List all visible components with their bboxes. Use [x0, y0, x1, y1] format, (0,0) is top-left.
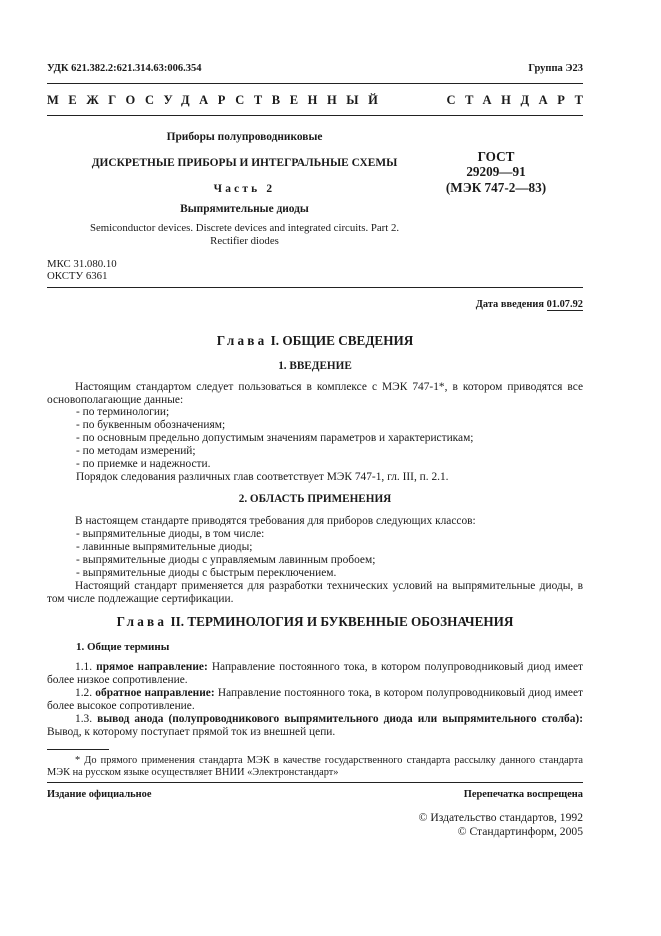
term-entry	[47, 687, 583, 714]
title-line1: Приборы полупроводниковые	[166, 131, 323, 143]
copyright-2005: © Стандартинформ, 2005	[457, 825, 583, 838]
official-edition: Издание официальное	[47, 789, 152, 800]
reprint-notice: Перепечатка воспрещена	[463, 789, 583, 800]
standard-left-word: МЕЖГОСУДАРСТВЕННЫЙ	[47, 93, 388, 107]
section2-item: - выпрямительные диоды с управляемым лавинным пробоем;	[76, 554, 376, 566]
section2-scope: Настоящий стандарт применяется для разработки технических условий на выпрямительные диоды, в том числе подлежащие сертификации.	[47, 580, 583, 606]
section2-item: - выпрямительные диоды, в том числе:	[76, 528, 265, 540]
footer-rule	[47, 782, 583, 783]
section2-item: - лавинные выпрямительные диоды;	[76, 541, 253, 553]
term-name: обратное направление:	[95, 687, 215, 699]
chapter2-word: Глава	[116, 614, 168, 629]
chapter1-word: Глава	[216, 333, 268, 348]
term-definition: Направление постоянного тока, в котором полупроводниковый диод имеет более высокое сопротивление.	[47, 687, 583, 713]
okstu-code: ОКСТУ 6361	[47, 270, 108, 282]
title-part: Часть 2	[213, 183, 276, 195]
header-rule-top	[47, 83, 583, 84]
udk-code: УДК 621.382.2:621.314.63:006.354	[47, 63, 202, 74]
gost-iec: (МЭК 747-2—83)	[445, 180, 547, 195]
term-number: 1.3.	[75, 713, 93, 725]
section1-item: - по основным предельно допустимым значениям параметров и характеристикам;	[76, 432, 474, 444]
standard-right-word: СТАНДАРТ	[446, 93, 593, 107]
title-english-line1: Semiconductor devices. Discrete devices and integrated circuits. Part 2.	[89, 222, 400, 234]
footnote-rule	[47, 749, 109, 750]
copyright-1992: © Издательство стандартов, 1992	[418, 811, 583, 824]
term-definition: Направление постоянного тока, в котором полупроводниковый диод имеет более низкое сопротивление.	[47, 661, 583, 687]
section1-item: - по методам измерений;	[76, 445, 196, 457]
intro-date	[476, 298, 583, 311]
title-line2: ДИСКРЕТНЫЕ ПРИБОРЫ И ИНТЕГРАЛЬНЫЕ СХЕМЫ	[91, 157, 398, 169]
footnote-text: * До прямого применения стандарта МЭК в качестве государственного стандарта рассылку данного стандарта МЭК на русском языке осуществляет ВНИИ «Электронстандарт»	[47, 755, 583, 779]
section1-paragraph: Настоящим стандартом следует пользоваться в комплексе с МЭК 747-1*, в котором приводятся все основополагающие данные:	[47, 381, 583, 407]
intro-date-label: Дата введения	[475, 299, 545, 310]
group-code: Группа Э23	[528, 63, 583, 74]
intro-date-value: 01.07.92	[546, 299, 583, 310]
section1-heading: 1. ВВЕДЕНИЕ	[278, 360, 352, 372]
term-entry	[47, 713, 583, 740]
term-name: вывод анода (полупроводникового выпрямительного диода или выпрямительного столба):	[97, 713, 584, 725]
section2-heading: 2. ОБЛАСТЬ ПРИМЕНЕНИЯ	[238, 493, 392, 505]
term-name: прямое направление:	[96, 661, 208, 673]
term-number: 1.2.	[75, 687, 93, 699]
section1-item: - по приемке и надежности.	[76, 458, 211, 470]
mks-code: МКС 31.080.10	[47, 258, 117, 270]
chapter2-heading	[47, 615, 583, 628]
term-definition: Вывод, к которому поступает прямой ток из внешней цепи.	[47, 726, 336, 739]
header-rule-bottom	[47, 115, 583, 116]
section1-order: Порядок следования различных глав соответствует МЭК 747-1, гл. III, п. 2.1.	[76, 471, 449, 483]
term-number: 1.1.	[75, 661, 93, 673]
section2-item: - выпрямительные диоды с быстрым переключением.	[76, 567, 337, 579]
section1-item: - по терминологии;	[76, 406, 170, 418]
chapter1-heading	[47, 334, 583, 347]
section1-item: - по буквенным обозначениям;	[76, 419, 226, 431]
general-terms-heading: 1. Общие термины	[76, 641, 170, 653]
section2-paragraph: В настоящем стандарте приводятся требования для приборов следующих классов:	[75, 515, 476, 527]
title-subtitle: Выпрямительные диоды	[180, 203, 309, 215]
gost-label: ГОСТ	[477, 149, 515, 164]
chapter1-title: I. ОБЩИЕ СВЕДЕНИЯ	[270, 333, 414, 348]
title-english-line2: Rectifier diodes	[210, 235, 279, 247]
title-block-rule	[47, 287, 583, 288]
chapter2-title: II. ТЕРМИНОЛОГИЯ И БУКВЕННЫЕ ОБОЗНАЧЕНИЯ	[170, 614, 514, 629]
term-entry	[47, 661, 583, 688]
gost-number: 29209—91	[466, 164, 526, 179]
